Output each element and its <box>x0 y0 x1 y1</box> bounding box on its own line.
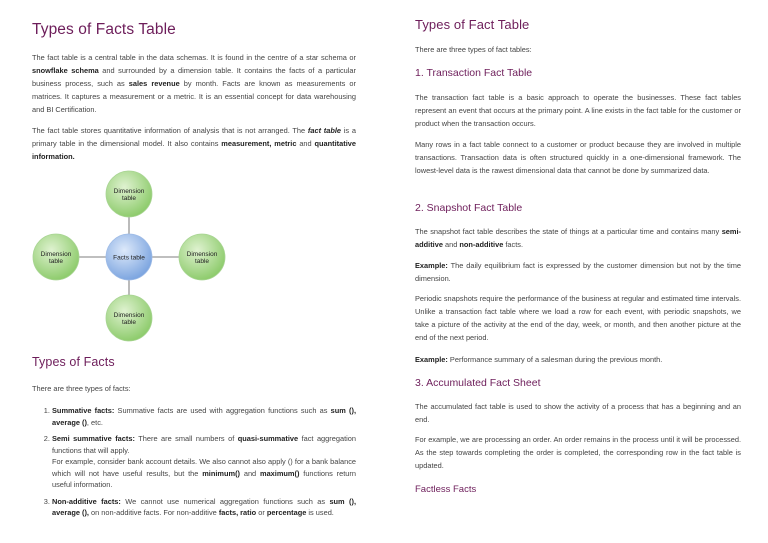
dimension-top-line2: table <box>121 195 137 202</box>
dimension-left-line1: Dimension <box>40 251 72 258</box>
types-of-facts-heading: Types of Facts <box>32 355 115 369</box>
dimension-right-line1: Dimension <box>186 251 218 258</box>
snapshot-paragraph-2: Periodic snapshots require the performance of the business at regular and estimated time intervals. Unlike a transaction fact table where we load a row for each event, with periodic snapshots, we take a picture of the activity at the end of the day, week, or month, and then another picture at the end of the next period. <box>415 294 741 342</box>
fact-table-types-title: Types of Fact Table <box>415 17 530 32</box>
facts-node-label: Facts table <box>113 254 145 262</box>
list-item: 3. Non-additive facts: We cannot use numerical aggregation functions such as sum (), average (), on non-additive facts. For non-additive facts, ratio or percentage is used. <box>52 496 356 519</box>
page-title: Types of Facts Table <box>32 21 176 38</box>
snapshot-fact-heading: 2. Snapshot Fact Table <box>415 202 523 214</box>
dimension-top-line1: Dimension <box>113 188 145 195</box>
accumulated-paragraph-1: The accumulated fact table is used to show the activity of a process that has a beginning and an end. <box>415 402 741 424</box>
types-of-facts-intro: There are three types of facts: <box>32 384 131 393</box>
star-schema-diagram <box>32 168 232 344</box>
facts-type-list <box>32 405 356 524</box>
storage-paragraph: The fact table stores quantitative information of analysis that is not arranged. The fact table is a primary table in the dimensional model. It also contains measurement, metric and quantitative information. <box>32 126 356 161</box>
intro-paragraph: The fact table is a central table in the data schemas. It is found in the centre of a star schema or snowflake schema and surrounded by a dimension table. It contains the facts of a particular business process, such as sales revenue by month. Facts are known as measurements or matrices. It captures a measurement or a metric. It is an essential concept for data warehousing and BI Certification. <box>32 53 356 114</box>
accumulated-fact-heading: 3. Accumulated Fact Sheet <box>415 377 541 389</box>
dimension-bottom-line2: table <box>121 319 137 326</box>
dimension-left-line2: table <box>48 258 64 265</box>
list-item: 2. Semi summative facts: There are small numbers of quasi-summative fact aggregation functions that will apply. For example, consider bank account details. We also cannot also apply () for a bank balance which will not have useful results, but the minimum() and maximum() functions return useful information. <box>52 433 356 491</box>
transaction-paragraph-2: Many rows in a fact table connect to a customer or product because they are involved in multiple transactions. Transaction data is often structured quickly in a one-dimensional framework. The lowest-level data is the rawest dimensional data that cannot be done by summarized data. <box>415 140 741 175</box>
snapshot-example-1: Example: The daily equilibrium fact is expressed by the customer dimension but not by the time dimension. <box>415 261 741 283</box>
transaction-fact-heading: 1. Transaction Fact Table <box>415 67 533 79</box>
dimension-bottom-line1: Dimension <box>113 312 145 319</box>
accumulated-paragraph-2: For example, we are processing an order. An order remains in the process until it will be processed. As the step towards completing the order is completed, the corresponding row in the fact table is updated. <box>415 435 741 470</box>
transaction-paragraph-1: The transaction fact table is a basic approach to operate the businesses. These fact tables represent an event that occurs at the primary point. A line exists in the fact table for the customer or product when the transaction occurs. <box>415 93 741 128</box>
fact-table-types-intro: There are three types of fact tables: <box>415 45 532 54</box>
dimension-right-line2: table <box>194 258 210 265</box>
snapshot-paragraph-1: The snapshot fact table describes the state of things at a particular time and contains many semi-additive and non-additive facts. <box>415 227 741 249</box>
factless-facts-heading: Factless Facts <box>415 484 477 495</box>
snapshot-example-2: Example: Performance summary of a salesman during the previous month. <box>415 355 663 364</box>
list-item: 1. Summative facts: Summative facts are used with aggregation functions such as sum (), average (), etc. <box>52 405 356 428</box>
